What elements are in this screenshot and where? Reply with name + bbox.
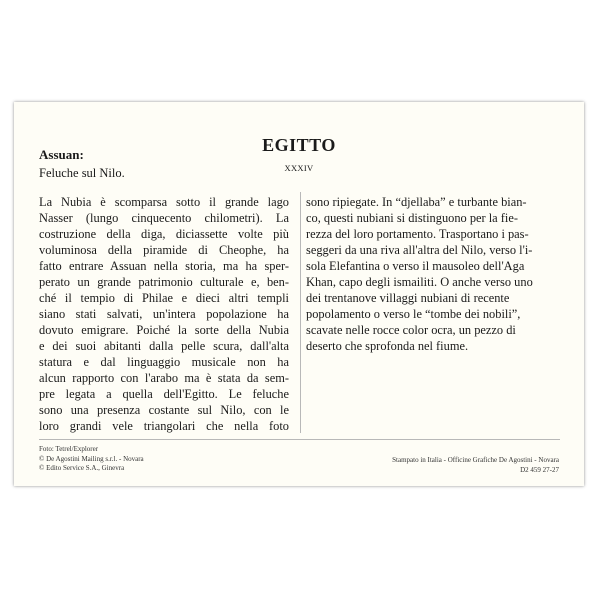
text-line: voluminosa della piramide di Cheophe, ha: [39, 243, 289, 257]
text-line: co, questi nubiani si distinguono per la fie-: [306, 211, 518, 225]
text-line: siano stati salvati, un'intera popolazione ha: [39, 307, 289, 321]
text-line: popolamento o verso le “tombe dei nobili”,: [306, 307, 521, 321]
text-line: Nasser (lungo cinquecento chilometri). La: [39, 211, 289, 225]
credit-line: © De Agostini Mailing s.r.l. - Novara: [39, 454, 144, 463]
text-line: dovuto emigrare. Poiché la sorte della Nubia: [39, 323, 289, 337]
text-line: e dei suoi abitanti dalla pelle scura, dall'alta: [39, 339, 289, 353]
printer-info: [392, 456, 559, 475]
text-line: perato un grande patrimonio culturale e, ben-: [39, 275, 289, 289]
text-line: rezza del loro portamento. Trasportano i pas-: [306, 227, 529, 241]
text-line: statura e dal linguaggio musicale non ha: [39, 355, 289, 369]
credit-line: Foto: Tetrel/Explorer: [39, 445, 99, 453]
footer-divider: [39, 439, 560, 440]
text-line: La Nubia è scomparsa sotto il grande lago: [39, 195, 289, 209]
left-text-column: [39, 194, 289, 434]
right-text-column: [306, 194, 561, 354]
card: [14, 102, 584, 486]
text-line: deserto che sprofonda nel fiume.: [306, 339, 469, 353]
text-line: alcun rapporto con l'arabo ma è stata da sem-: [39, 371, 289, 385]
printer-line: Stampato in Italia - Officine Grafiche De Agostini - Novara: [392, 456, 559, 464]
location-heading: Assuan:: [39, 147, 84, 162]
photo-credits: [39, 445, 144, 474]
text-line: sono una presenza costante sul Nilo, con le: [39, 403, 289, 417]
card-title: EGITTO: [262, 135, 336, 155]
column-divider: [300, 192, 301, 433]
text-line: seggeri da una riva all'altra del Nilo, verso l'i-: [306, 243, 533, 257]
text-line: dei trentanove villaggi nubiani di recente: [306, 291, 510, 305]
text-line: loro grandi vele triangolari che nella foto: [39, 419, 289, 433]
text-line: costruzione della diga, diciassette volte più: [39, 227, 289, 241]
catalog-code: D2 459 27-27: [520, 465, 559, 474]
text-line: sola Elefantina o verso il mausoleo dell'Aga: [306, 259, 525, 273]
text-line: scavate nelle rocce color ocra, un pezzo di: [306, 323, 516, 337]
text-line: fatto entrare Assuan nella storia, ma ha sper-: [39, 259, 289, 273]
credit-line: © Edito Service S.A., Ginevra: [39, 464, 125, 472]
text-line: Khan, capo degli ismailiti. O anche verso uno: [306, 275, 533, 289]
photo-caption: Feluche sul Nilo.: [39, 166, 125, 180]
text-line: sono ripiegate. In “djellaba” e turbante bian-: [306, 195, 527, 209]
text-line: ché il tempio di Philae e dieci altri templi: [39, 291, 289, 305]
text-line: pre legata a quella dell'Egitto. Le feluche: [39, 387, 289, 401]
card-number: XXXIV: [284, 163, 314, 173]
